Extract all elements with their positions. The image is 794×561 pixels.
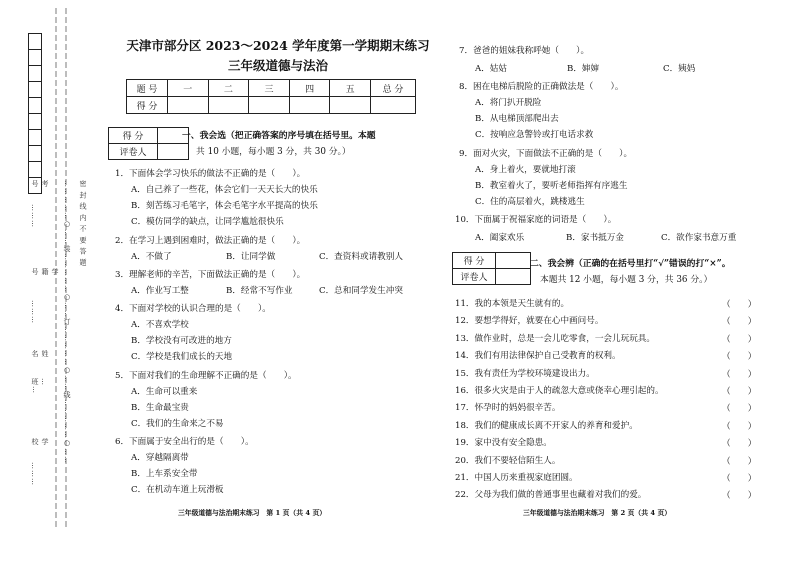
tf-answer-blank[interactable]: （ ）	[722, 474, 757, 484]
option-c: C．学校是我们成长的天地	[131, 352, 233, 362]
score-cell	[330, 97, 371, 114]
tf-answer-blank[interactable]: （ ）	[722, 387, 757, 397]
tf-answer-blank[interactable]: （ ）	[722, 439, 757, 450]
score-header-cell: 五	[330, 80, 371, 97]
option-a: A．不做了	[131, 252, 172, 262]
option-c: C．住的高层着火，跳楼逃生	[475, 197, 585, 207]
score-cell	[168, 97, 209, 114]
score-header-cell: 一	[168, 80, 209, 97]
question-stem: 9．面对火灾，下面做法不正确的是（ ）。	[459, 149, 633, 159]
tf-answer-blank[interactable]: （ ）	[722, 334, 757, 345]
tf-statement: 19．家中没有安全隐患。	[455, 438, 552, 449]
tf-statement: 17．怀孕时的妈妈很辛苦。	[455, 403, 561, 414]
option-b: B．上车系安全带	[131, 469, 198, 479]
tf-statement: 15．我有责任为学校环境建设出力。	[455, 368, 595, 379]
score-table	[126, 79, 416, 114]
question-stem: 2．在学习上遇到困难时，做法正确的是（ ）。	[115, 236, 306, 246]
tf-statement: 20．我们不要轻信陌生人。	[455, 455, 561, 466]
exam-title: 天津市部分区 2023～2024 学年度第一学期期末练习	[126, 38, 430, 53]
option-a: A．作业写工整	[131, 286, 189, 296]
question-stem: 10．下面属于祝福家庭的词语是（ ）。	[455, 215, 617, 225]
option-a: A．自己养了一些花，体会它们一天天长大的快乐	[131, 185, 318, 195]
grade-cell	[158, 144, 189, 160]
footer-page-2: 三年级道德与法治期末练习 第 2 页（共 4 页）	[523, 509, 672, 517]
tf-answer-blank[interactable]: （ ）	[722, 404, 757, 415]
score-row-label: 得 分	[127, 97, 168, 114]
grade-label: 评卷人	[453, 269, 496, 285]
option-a: A．阖家欢乐	[475, 233, 525, 243]
score-header-cell: 四	[289, 80, 330, 97]
tf-statement: 14．我们有用法律保护自己受教育的权利。	[455, 351, 621, 362]
footer-page-1: 三年级道德与法治期末练习 第 1 页（共 4 页）	[178, 509, 327, 517]
option-b: B．生命最宝贵	[131, 403, 189, 413]
grade-cell	[496, 253, 531, 269]
tf-statement: 18．我们的健康成长离不开家人的养育和爱护。	[455, 420, 638, 431]
section1-grade-box	[108, 127, 189, 160]
grade-label: 得 分	[453, 253, 496, 269]
grade-cell	[496, 269, 531, 285]
cut-line-text: ……………○……装……………○……订……………○……线……………○……	[63, 180, 71, 464]
inner-line-text: 密 封 线 内 不 要 答 题	[79, 180, 87, 267]
section2-grade-box	[452, 252, 531, 285]
question-stem: 7．爸爸的姐妹我称呼她（ ）。	[459, 46, 590, 56]
option-a: A．穿越隔离带	[131, 453, 189, 463]
question-stem: 6．下面属于安全出行的是（ ）。	[115, 437, 254, 447]
option-a: A．身上着火，要就地打滚	[475, 165, 576, 175]
question-stem: 4．下面对学校的认识合理的是（ ）。	[115, 304, 271, 314]
option-b: B．从电梯顶部爬出去	[475, 114, 559, 124]
option-c: C．欲作家书意万重	[661, 233, 737, 243]
tf-answer-blank[interactable]: （ ）	[722, 369, 757, 380]
option-a: A．将门扒开脱险	[475, 98, 542, 108]
option-b: B．经常不写作业	[226, 286, 293, 296]
tf-statement: 16．很多火灾是由于人的疏忽大意或侥幸心理引起的。	[455, 386, 664, 396]
option-a: A．不喜欢学校	[131, 320, 189, 330]
score-header-cell: 题 号	[127, 80, 168, 97]
grade-label: 得 分	[109, 128, 158, 144]
tf-statement: 22．父母为我们做的普通事里也藏着对我们的爱。	[455, 490, 647, 501]
section1-heading-2: 共 10 小题，每小题 3 分，共 30 分。）	[196, 147, 351, 157]
field-school: 学校	[31, 438, 49, 446]
score-cell	[208, 97, 249, 114]
tf-statement: 13．做作业时，总是一会儿吃零食，一会儿玩玩具。	[455, 333, 655, 344]
tf-answer-blank[interactable]: （ ）	[722, 456, 757, 467]
field-school-dots: ………	[30, 462, 38, 486]
option-b: B．家书抵万金	[566, 233, 624, 243]
score-table-header-row	[127, 80, 416, 97]
tf-statement: 21．中国人历来重视家庭团圆。	[455, 473, 578, 483]
option-c: C．在机动车道上玩滑板	[131, 485, 224, 495]
field-class-dots: …班…	[31, 378, 48, 394]
question-stem: 1．下面体会学习快乐的做法不正确的是（ ）。	[115, 169, 306, 179]
score-cell	[289, 97, 330, 114]
score-header-cell: 总 分	[371, 80, 416, 97]
option-c: C．姨妈	[663, 64, 696, 74]
option-a: A．生命可以重来	[131, 387, 198, 397]
section2-heading-2: 本题共 12 小题，每小题 3 分，共 36 分。）	[540, 275, 713, 285]
tf-answer-blank[interactable]: （ ）	[722, 421, 757, 432]
question-stem: 3．理解老师的辛苦，下面做法正确的是（ ）。	[115, 270, 306, 280]
option-a: A．姑姑	[475, 64, 507, 74]
field-exam-no: 考号	[31, 180, 49, 188]
score-header-cell: 三	[249, 80, 290, 97]
tf-answer-blank[interactable]: （ ）	[722, 352, 757, 363]
question-stem: 5．下面对我们的生命理解不正确的是（ ）。	[115, 371, 297, 381]
option-c: C．我们的生命来之不易	[131, 419, 224, 429]
field-exam-no-dots: ………	[30, 204, 38, 228]
option-c: C．模仿同学的缺点，让同学尴尬很快乐	[131, 217, 284, 227]
tf-answer-blank[interactable]: （ ）	[722, 491, 757, 502]
score-table-score-row	[127, 97, 416, 114]
grade-label: 评卷人	[109, 144, 158, 160]
question-stem: 8．困在电梯后脱险的正确做法是（ ）。	[459, 82, 624, 92]
tf-statement: 12．要想学得好，就要在心中画问号。	[455, 316, 604, 327]
exam-subject: 三年级道德与法治	[227, 58, 328, 73]
score-cell	[371, 97, 416, 114]
option-b: B．让同学做	[226, 252, 276, 262]
tf-answer-blank[interactable]: （ ）	[722, 300, 757, 310]
option-c: C．按响应急警铃或打电话求救	[475, 130, 594, 140]
option-b: B．学校没有可改进的地方	[131, 336, 232, 346]
option-b: B．刻苦练习毛笔字，体会毛笔字水平提高的快乐	[131, 201, 318, 211]
section1-heading-1: 一、我会选（把正确答案的序号填在括号里。本题	[182, 131, 376, 141]
field-student-id: 学籍号	[31, 268, 59, 276]
score-header-cell: 二	[208, 80, 249, 97]
option-b: B．婶婶	[567, 64, 600, 74]
option-c: C．查资料或请教别人	[319, 252, 403, 262]
field-name: 姓名	[31, 350, 49, 358]
option-c: C．总和同学发生冲突	[319, 286, 403, 296]
tf-answer-blank[interactable]: （ ）	[722, 317, 757, 328]
option-b: B．教室着火了，要听老师指挥有序逃生	[475, 181, 628, 191]
tf-statement: 11．我的本领是天生就有的。	[455, 299, 570, 309]
section2-heading-1: 二、我会辨（正确的在括号里打“√”错误的打“×”。	[530, 259, 731, 269]
score-cell	[249, 97, 290, 114]
field-student-id-dots: ………	[30, 300, 38, 324]
